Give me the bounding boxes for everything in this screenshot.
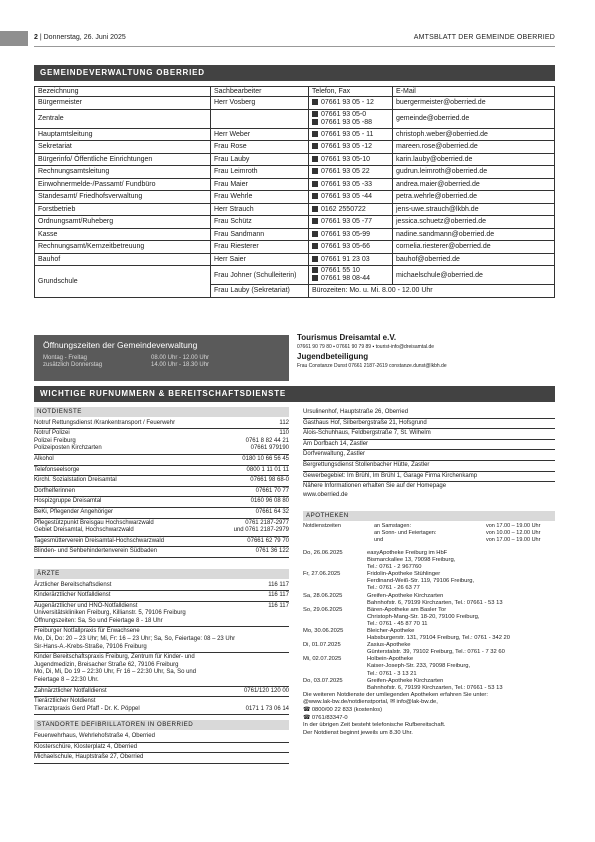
pharmacy-line: Bahnhofstr. 6, 79199 Kirchzarten, Tel.: 07661 - 53 13: [367, 684, 503, 691]
pharmacy-footer: ☎ 0800/00 22 833 (kostenlos): [303, 707, 383, 713]
cell-telefon: [309, 216, 393, 229]
cell-sachbearbeiter: Herr Saier: [211, 253, 309, 266]
pharmacy-list: [303, 550, 555, 692]
list-item: Gasthaus Hof, Silberbergstraße 21, Hofsgrund: [303, 419, 555, 430]
cell-sachbearbeiter: Frau Johner (Schulleiterin): [211, 266, 309, 285]
opening-hours-row: zusätzlich Donnerstag 14.00 Uhr - 18.30 Uhr: [43, 362, 210, 368]
phone-icon: [312, 243, 318, 249]
pharmacy-line: Bären-Apotheke am Basler Tor: [367, 606, 447, 613]
list-item: Freiburger Notfallpraxis für Erwachsene Mo, Di, Do: 20 – 23 Uhr; Mi, Fr: 16 – 23 Uhr; Sa, So, Feiertage: 08 – 23 Uhr Sir-Hans-A.-Krebs-Straße, 79106 Freiburg: [34, 627, 289, 653]
cell-bezeichnung: Einwohnermelde-/Passamt/ Fundbüro: [35, 178, 211, 191]
page-header: [0, 31, 595, 47]
pharmacy-entry: [303, 628, 555, 642]
emergency-numbers-list: [34, 455, 289, 519]
defibrillator-list-continued: [303, 408, 555, 472]
cell-email[interactable]: nadine.sandmann@oberried.de: [393, 228, 555, 241]
table-row: [35, 228, 555, 241]
cell-sachbearbeiter: Frau Wehrle: [211, 191, 309, 204]
table-header-row: [35, 87, 555, 97]
cell-buerozeiten: Bürozeiten: Mo. u. Mi. 8.00 - 12.00 Uhr: [309, 285, 555, 298]
pharmacy-line: Greifen-Apotheke Kirchzarten: [367, 592, 444, 599]
list-item: Zahnärztlicher Notfalldienst 0761/120 120 00: [34, 687, 289, 698]
col-header: Telefon, Fax: [309, 87, 393, 97]
page-number: 2: [34, 34, 38, 41]
phone-number: 07661 93 05-0: [321, 110, 367, 118]
cell-telefon: [309, 166, 393, 179]
list-item: Bergrettungsdienst Stollenbacher Hütte, Zastler: [303, 461, 555, 472]
jugend-title: Jugendbeteiligung: [297, 351, 369, 361]
defibrillator-list: [34, 732, 289, 764]
pharmacy-line: Tel.: 0761 - 45 87 70 11: [367, 620, 428, 627]
section-notdienste: NOTDIENSTE: [34, 407, 289, 417]
phone-icon: [312, 156, 318, 162]
list-item: Tagesmütterverein Dreisamtal-Hochschwarzwald 07661 62 79 70: [34, 537, 289, 548]
header-rule: [34, 46, 555, 47]
cell-email[interactable]: mareen.rose@oberried.de: [393, 141, 555, 154]
cell-telefon: [309, 253, 393, 266]
phone-icon: [312, 218, 318, 224]
cell-bezeichnung: Standesamt/ Friedhofsverwaltung: [35, 191, 211, 204]
phone-icon: [312, 143, 318, 149]
table-row: [35, 203, 555, 216]
pharmacy-entry: [303, 593, 555, 607]
list-item: Ärztlicher Bereitschaftsdienst 116 117: [34, 581, 289, 592]
cell-telefon: [309, 191, 393, 204]
phone-number: 07661 93 05 22: [321, 168, 370, 176]
cell-sachbearbeiter: Herr Strauch: [211, 203, 309, 216]
cell-telefon: [309, 203, 393, 216]
cell-telefon: [309, 241, 393, 254]
cell-sachbearbeiter: Frau Rose: [211, 141, 309, 154]
pharmacy-date: Mo, 30.06.2025: [303, 627, 344, 634]
list-item: Gewerbegebiet: Im Brühl, Im Brühl 1, Garage Firma Kirchenkamp: [303, 472, 555, 483]
cell-sachbearbeiter: Frau Sandmann: [211, 228, 309, 241]
cell-telefon: [309, 97, 393, 110]
cell-bezeichnung: Rechnungsamt/Kernzeitbetreuung: [35, 241, 211, 254]
cell-bezeichnung: Bürgerinfo/ Öffentliche Einrichtungen: [35, 153, 211, 166]
cell-email[interactable]: michaelschule@oberried.de: [393, 266, 555, 285]
number-label: Alkohol: [34, 455, 54, 462]
phone-number: 07661 93 05 - 12: [321, 99, 374, 107]
number-label: Kirchl. Sozialstation Dreisamtal: [34, 477, 117, 484]
cell-email[interactable]: petra.wehrle@oberried.de: [393, 191, 555, 204]
table-row: [35, 216, 555, 229]
pharmacy-line: Christoph-Mang-Str. 18-20, 79100 Freiburg,: [367, 613, 480, 620]
cell-email[interactable]: gudrun.leimroth@oberried.de: [393, 166, 555, 179]
col-header: Bezeichnung: [35, 87, 211, 97]
cell-bezeichnung: Bauhof: [35, 253, 211, 266]
cell-bezeichnung: Forstbetrieb: [35, 203, 211, 216]
phone-number: 07661 93 05-66: [321, 243, 371, 251]
phone-number: 07661 91 23 03: [321, 255, 370, 263]
table-row: [35, 241, 555, 254]
cell-bezeichnung: Sekretariat: [35, 141, 211, 154]
list-item: Augenärztlicher und HNO-Notfalldienst 116 117 Universitätskliniken Freiburg, Killianstr. 5, 79106 Freiburg Öffnungszeiten: Sa, So und Feiertage 8 - 18 Uhr: [34, 602, 289, 628]
phone-icon: [312, 231, 318, 237]
pharmacy-line: Bismarckallee 13, 79098 Freiburg,: [367, 557, 456, 564]
cell-bezeichnung: Ordnungsamt/Ruheberg: [35, 216, 211, 229]
tourism-box: [297, 333, 555, 370]
list-item: Michaelschule, Hauptstraße 27, Oberried: [34, 753, 289, 764]
cell-sachbearbeiter: Herr Vosberg: [211, 97, 309, 110]
cell-sachbearbeiter: Frau Schütz: [211, 216, 309, 229]
list-item: [34, 455, 289, 466]
pharmacy-entry: [303, 642, 555, 656]
list-item: Tierärztlicher Notdienst Tierarztpraxis Gerd Pfaff - Dr. K. Pöppel 0171 1 73 06 14: [34, 697, 289, 715]
pharmacy-footer: In der übrigen Zeit besteht telefonische Rufbereitschaft.: [303, 722, 446, 729]
table-row: [35, 253, 555, 266]
pharmacy-date: Fr, 27.06.2025: [303, 571, 341, 578]
pharmacy-entry: [303, 607, 555, 628]
cell-email[interactable]: gemeinde@oberried.de: [393, 109, 555, 128]
cell-sachbearbeiter: Herr Weber: [211, 128, 309, 141]
pharmacy-line: Fridolin-Apotheke Stühlinger: [367, 571, 441, 578]
gemeindeverwaltung-table: [34, 86, 555, 298]
pharmacy-line: Zasius-Apotheke: [367, 642, 411, 649]
list-item: [34, 487, 289, 498]
pharmacy-line: Bahnhofstr. 6, 79199 Kirchzarten, Tel.: 07661 - 53 13: [367, 599, 503, 606]
phone-icon: [312, 206, 318, 212]
cell-email[interactable]: jens-uwe.strauch@lkbh.de: [393, 203, 555, 216]
cell-bezeichnung: Rechnungsamtsleitung: [35, 166, 211, 179]
list-item: Klosterschüre, Klosterplatz 4, Oberried: [34, 743, 289, 754]
pharmacy-info: [367, 607, 555, 628]
gv-table-body: [35, 97, 555, 266]
cell-email[interactable]: christoph.weber@oberried.de: [393, 128, 555, 141]
list-item: [34, 476, 289, 487]
number-label: BeKi, Pflegender Angehöriger: [34, 508, 114, 515]
cell-bezeichnung: Zentrale: [35, 109, 211, 128]
pharmacy-line: Habsburgerstr. 131, 79104 Freiburg, Tel.: 0761 - 342 20: [367, 635, 510, 642]
list-item: Blinden- und Sehbehindertenverein Südbaden 0761 36 122: [34, 547, 289, 558]
phone-number: 0162 2550722: [321, 205, 366, 213]
emergency-left-column: [34, 407, 289, 764]
fax-icon: [312, 275, 318, 281]
opening-hours-box: [34, 335, 289, 381]
phone-icon: [312, 131, 318, 137]
number-value: 0800 1 11 01 11: [246, 466, 289, 473]
section-apotheken: APOTHEKEN: [303, 511, 555, 521]
pharmacy-entry: [303, 678, 555, 692]
cell-bezeichnung: Hauptamtsleitung: [35, 128, 211, 141]
list-item: [34, 497, 289, 508]
cell-sachbearbeiter: Frau Riesterer: [211, 241, 309, 254]
table-row: [35, 97, 555, 110]
pharmacy-info: [367, 550, 555, 571]
list-item: Notruf Polizei 110 Polizei Freiburg 0761 8 82 44 21 Polizeiposten Kirchzarten 07661 979190: [34, 429, 289, 455]
pharmacy-date: So, 29.06.2025: [303, 606, 343, 613]
tourism-title: Tourismus Dreisamtal e.V.: [297, 333, 397, 342]
pharmacy-line: easyApotheke Freiburg im HbF: [367, 549, 448, 556]
fax-number: 07661 93 05 -88: [321, 118, 372, 126]
number-label: Telefonseelsorge: [34, 466, 80, 473]
table-row: [35, 141, 555, 154]
number-label: Hospizgruppe Dreisamtal: [34, 498, 102, 505]
notdienstzeiten: Notdienstzeiten an Samstagen: an Sonn- und Feiertagen: und von 17.00 – 19.00 Uhr von 10.00 – 12.00 Uhr von 17.00 – 19.00 Uhr: [303, 522, 541, 543]
table-row: [35, 178, 555, 191]
number-label: Dorfhelferinnen: [34, 487, 76, 494]
cell-email[interactable]: andrea.maier@oberried.de: [393, 178, 555, 191]
pharmacy-footer: ☎ 0761/83347-0: [303, 714, 348, 721]
emergency-right-column: [303, 408, 555, 737]
list-item: Am Dorfbach 14, Zastler: [303, 440, 555, 451]
pharmacy-footer[interactable]: @www.lak-bw.de/notdienstportal, ✉ info@lak-bw.de,: [303, 699, 438, 706]
pharmacy-info: [367, 571, 555, 592]
table-row: [35, 128, 555, 141]
fax-icon: [312, 119, 318, 125]
cell-telefon: [309, 141, 393, 154]
pharmacy-date: Di, 01.07.2025: [303, 642, 341, 649]
pharmacy-info: [367, 678, 555, 692]
phone-number: 07661 93 05 -12: [321, 143, 372, 151]
col-header: E-Mail: [393, 87, 555, 97]
cell-sachbearbeiter: Frau Lauby: [211, 153, 309, 166]
pharmacy-line: Kaiser-Joseph-Str. 233, 79098 Freiburg,: [367, 663, 471, 670]
section-aerzte: ÄRZTE: [34, 569, 289, 579]
table-row: [35, 166, 555, 179]
cell-telefon: [309, 228, 393, 241]
section-emergency-title: WICHTIGE RUFNUMMERN & BEREITSCHAFTSDIENSTE: [34, 386, 555, 402]
number-value: 07661 70 77: [255, 487, 289, 494]
page-info: [34, 34, 126, 41]
list-item: Notruf Rettungsdienst /Krankentransport / Feuerwehr 112: [34, 419, 289, 430]
pharmacy-line: Bleicher-Apotheke: [367, 627, 415, 634]
pharmacy-info: [367, 628, 555, 642]
issue-date: | Donnerstag, 26. Juni 2025: [39, 34, 126, 41]
pharmacy-line: Holbein-Apotheke: [367, 656, 414, 663]
table-row: [35, 266, 555, 285]
cell-email[interactable]: cornelia.riesterer@oberried.de: [393, 241, 555, 254]
phone-number: 07661 93 05 -33: [321, 180, 372, 188]
pharmacy-footer: Die weiteren Notdienste der umliegenden Apotheken erfahren Sie unter:: [303, 691, 488, 698]
cell-email[interactable]: buergermeister@oberried.de: [393, 97, 555, 110]
homepage-link[interactable]: www.oberried.de: [303, 491, 348, 498]
pharmacy-line: Tel.: 0761 - 3 13 21: [367, 670, 417, 677]
info-text: Nähere Informationen erhalten Sie auf der Homepage: [303, 483, 447, 490]
phone-icon: [312, 267, 318, 273]
cell-telefon: [309, 178, 393, 191]
pharmacy-info: [367, 593, 555, 607]
cell-sachbearbeiter: Frau Maier: [211, 178, 309, 191]
opening-hours-row: Montag - Freitag 08.00 Uhr - 12.00 Uhr: [43, 355, 210, 361]
cell-telefon: [309, 128, 393, 141]
pharmacy-line: Tel.: 0761 - 2 967760: [367, 564, 422, 571]
jugend-contact: Frau Constanze Dunst 07661 2187-2619 constanze.dunst@lkbh.de: [297, 362, 447, 369]
phone-number: 07661 93 05-10: [321, 155, 371, 163]
pharmacy-footer: Der Notdienst beginnt jeweils um 8.30 Uhr.: [303, 729, 413, 736]
pharmacy-date: Sa, 28.06.2025: [303, 592, 343, 599]
pharmacy-date: Do, 26.06.2025: [303, 549, 343, 556]
pharmacy-info: [367, 642, 555, 656]
list-item: Kinder Bereitschaftspraxis Freiburg, Zentrum für Kinder- und Jugendmedizin, Breisacher Straße 62, 79106 Freiburg Mo, Di, Mi, Do 19 – 22:30 Uhr, Fr 16 – 22:30 Uhr, Sa, So und Feiertage 8 – 22:30 Uhr.: [34, 653, 289, 686]
phone-number: 07661 93 05 -77: [321, 218, 372, 226]
pharmacy-line: Günterstalstr. 39, 79102 Freiburg, Tel.: 0761 - 7 32 60: [367, 649, 505, 656]
phone-icon: [312, 181, 318, 187]
page-tab-marker: [0, 31, 28, 46]
pharmacy-date: Do, 03.07.2025: [303, 677, 343, 684]
cell-bezeichnung: Grundschule: [35, 266, 211, 298]
list-item: Dorfverwaltung, Zastler: [303, 450, 555, 461]
number-value: 07661 98 68-0: [250, 477, 289, 484]
list-item: Pflegestützpunkt Breisgau Hochschwarzwald 0761 2187-2977 Gebiet Dreisamtal, Hochschwarzwald und 0761 2187-2979: [34, 519, 289, 537]
pharmacy-line: Tel.: 0761 - 26 63 77: [367, 585, 420, 592]
table-row: [35, 191, 555, 204]
list-item: Ursulinenhof, Hauptstraße 26, Oberried: [303, 408, 555, 419]
cell-sachbearbeiter: Frau Lauby (Sekretariat): [211, 285, 309, 298]
number-value: 0180 10 66 56 45: [242, 455, 289, 462]
col-header: Sachbearbeiter: [211, 87, 309, 97]
number-value: 0160 96 08 80: [250, 498, 289, 505]
section-defibrillatoren: STANDORTE DEFIBRILLATOREN IN OBERRIED: [34, 720, 289, 730]
pharmacy-info: [367, 656, 555, 677]
section-gemeindeverwaltung-title: GEMEINDEVERWALTUNG OBERRIED: [34, 65, 555, 81]
opening-hours-title: Öffnungszeiten der Gemeindeverwaltung: [43, 340, 198, 350]
cell-telefon: [309, 153, 393, 166]
pharmacy-line: Greifen-Apotheke Kirchzarten: [367, 677, 444, 684]
table-row: [35, 153, 555, 166]
phone-icon: [312, 111, 318, 117]
cell-sachbearbeiter: [211, 109, 309, 128]
pharmacy-entry: [303, 571, 555, 592]
phone-number: 07661 93 05 - 11: [321, 130, 374, 138]
phone-icon: [312, 193, 318, 199]
phone-number: 07661 93 05-99: [321, 230, 371, 238]
cell-sachbearbeiter: Frau Leimroth: [211, 166, 309, 179]
cell-bezeichnung: Bürgermeister: [35, 97, 211, 110]
phone-icon: [312, 168, 318, 174]
list-item: [34, 466, 289, 477]
cell-telefon: [309, 109, 393, 128]
pharmacy-date: Mi, 02.07.2025: [303, 656, 342, 663]
list-item: [34, 508, 289, 519]
pharmacy-line: Ferdinand-Weiß-Str. 119, 79106 Freiburg,: [367, 578, 475, 585]
cell-email[interactable]: karin.lauby@oberried.de: [393, 153, 555, 166]
cell-email[interactable]: bauhof@oberried.de: [393, 253, 555, 266]
tourism-contact: 07661 90 79 80 ▪ 07661 90 79 89 ▪ tourist-info@dreisamtal.de: [297, 344, 435, 350]
list-item: Kinderärztlicher Notfalldienst 116 117: [34, 591, 289, 602]
cell-telefon: 07661 55 10 07661 98 08-44: [309, 266, 393, 285]
publication-title: AMTSBLATT DER GEMEINDE OBERRIED: [413, 34, 555, 41]
table-row: [35, 109, 555, 128]
phone-number: 07661 93 05 -44: [321, 193, 372, 201]
cell-bezeichnung: Kasse: [35, 228, 211, 241]
pharmacy-entry: [303, 550, 555, 571]
pharmacy-entry: [303, 656, 555, 677]
list-item: Alois-Schuhhaus, Feldbergstraße 7, St. Wilhelm: [303, 429, 555, 440]
cell-email[interactable]: jessica.schuetz@oberried.de: [393, 216, 555, 229]
phone-icon: [312, 99, 318, 105]
phone-icon: [312, 256, 318, 262]
number-value: 07661 64 32: [255, 508, 289, 515]
list-item: Feuerwehrhaus, Wehrlehofstraße 4, Oberried: [34, 732, 289, 743]
